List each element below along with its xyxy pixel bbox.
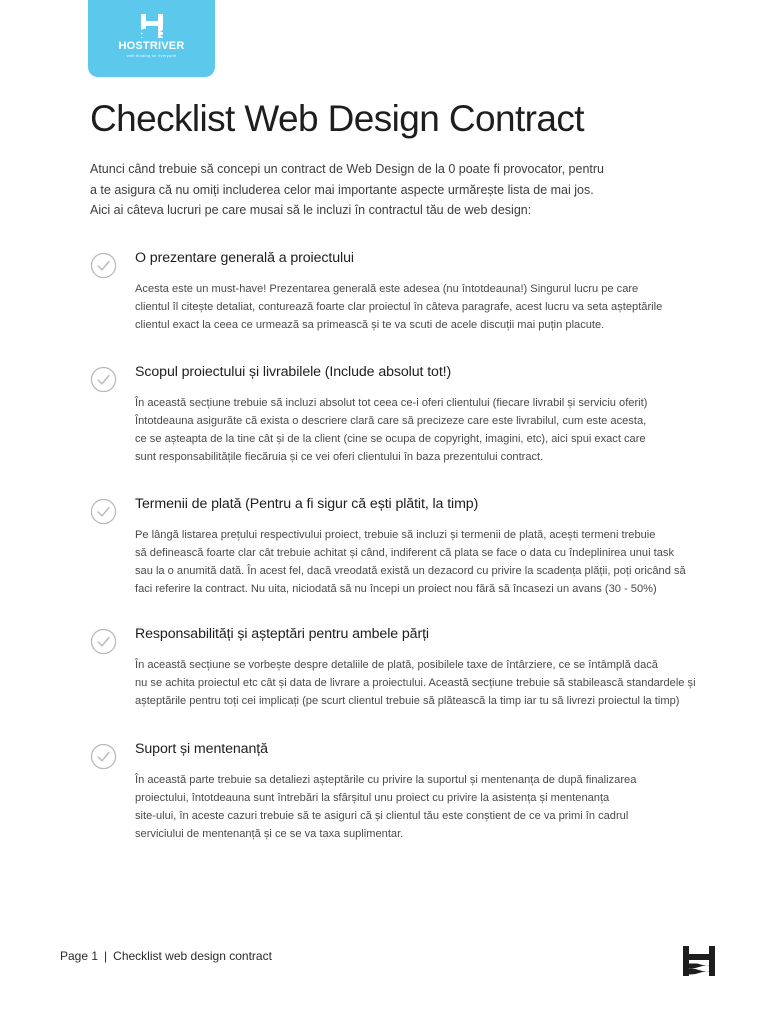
intro-line: a te asigura că nu omiți includerea celor mai importante aspecte urmărește lista de mai jos. (90, 182, 594, 197)
checklist-item-title: Termenii de plată (Pentru a fi sigur că ești plătit, la timp) (135, 496, 479, 512)
brand-name: HOSTRIVER (118, 40, 185, 52)
checklist-item-body (135, 280, 662, 334)
checklist-item-body (135, 771, 636, 843)
body-line: clientul îl citește detaliat, conturează foarte clar proiectul în câteva paragrafe, acest lucru va seta așteptările (135, 301, 663, 313)
checklist-item-body (135, 656, 696, 710)
body-line: proiectului, întotdeauna sunt întrebări la sfârșitul unu proiect cu privire la asistența și mentenanța (135, 792, 610, 804)
body-line: sunt responsabilitățile fiecăruia și ce vei oferi clientului în baza prezentului contract. (135, 451, 544, 463)
intro-line: Atunci când trebuie să concepi un contract de Web Design de la 0 poate fi provocator, pentru (90, 162, 604, 176)
check-circle-icon (90, 628, 117, 655)
hostriver-footer-logo-icon (682, 946, 716, 976)
check-circle-icon (90, 743, 117, 770)
checklist-item-body (135, 394, 647, 466)
body-line: site-ului, în aceste cazuri trebuie să te asiguri că și clientul tău este conștient de ce va primi în cadrul (135, 810, 629, 822)
body-line: serviciului de mentenanță și ce se va taxa suplimentar. (135, 828, 404, 840)
page-title: Checklist Web Design Contract (90, 98, 584, 139)
body-line: În această parte trebuie sa detaliezi așteptările cu privire la suportul și mentenanța de după finalizarea (135, 774, 637, 786)
page-footer (60, 949, 272, 963)
footer-doc-title: Checklist web design contract (113, 949, 272, 963)
check-circle-icon (90, 252, 117, 279)
brand-tagline: web hosting for everyone (126, 53, 177, 58)
body-line: faci referire la contract. Nu uita, niciodată să nu începi un proiect nou fără să încasezi un avans (30 - 50%) (135, 583, 657, 595)
page-number: Page 1 (60, 949, 99, 963)
checklist-item-title: O prezentare generală a proiectului (135, 250, 354, 266)
body-line: Acesta este un must-have! Prezentarea generală este adesea (nu întotdeauna!) Singurul lucru pe care (135, 283, 639, 295)
check-circle-icon (90, 498, 117, 525)
body-line: Întotdeauna asigurăte că exista o descriere clară care să precizeze care este livrabilul, cum este acesta, (135, 415, 647, 427)
checklist-item-body (135, 526, 686, 598)
intro-paragraph (90, 159, 604, 221)
body-line: În această secțiune trebuie să incluzi absolut tot ceea ce-i oferi clientului (fiecare livrabil și serviciu oferit) (135, 397, 648, 409)
body-line: Pe lângă listarea prețului respectivului proiect, trebuie să incluzi și termenii de plată, acești termeni trebuie (135, 529, 656, 541)
hostriver-logo-icon (140, 14, 164, 38)
body-line: clientul exact la ceea ce urmează sa primească și te va scuti de acele discuții mai puțin placute. (135, 319, 605, 331)
body-line: nu se achita proiectul etc cât și data de livrare a proiectului. Această secțiune trebuie să stabilească standardele și (135, 677, 696, 689)
body-line: să definească foarte clar cât trebuie achitat și când, indiferent că plata se face o data cu îndeplinirea unui task (135, 547, 674, 559)
brand-logo-tab (88, 0, 215, 77)
footer-separator: | (104, 949, 108, 963)
checklist-item-title: Responsabilități și așteptări pentru ambele părți (135, 626, 429, 642)
body-line: ce se așteapta de la tine cât și de la client (cine se ocupa de copyright, imagini, etc), aici spui exact care (135, 433, 646, 445)
checklist-item-title: Scopul proiectului și livrabilele (Include absolut tot!) (135, 364, 452, 380)
check-circle-icon (90, 366, 117, 393)
intro-line: Aici ai câteva lucruri pe care musai să le incluzi în contractul tău de web design: (90, 203, 532, 217)
body-line: sau la o anumită dată. În acest fel, dacă vreodată există un dezacord cu privire la scadența plății, poți oricând să (135, 565, 686, 577)
body-line: În această secțiune se vorbește despre detaliile de plată, posibilele taxe de întârziere, ce se întâmplă dacă (135, 659, 658, 671)
body-line: așteptările pentru toți cei implicați (pe scurt clientul trebuie să plătească la timp iar tu să livrezi proiectul la timp) (135, 695, 680, 707)
checklist-item-title: Suport și mentenanță (135, 741, 268, 757)
